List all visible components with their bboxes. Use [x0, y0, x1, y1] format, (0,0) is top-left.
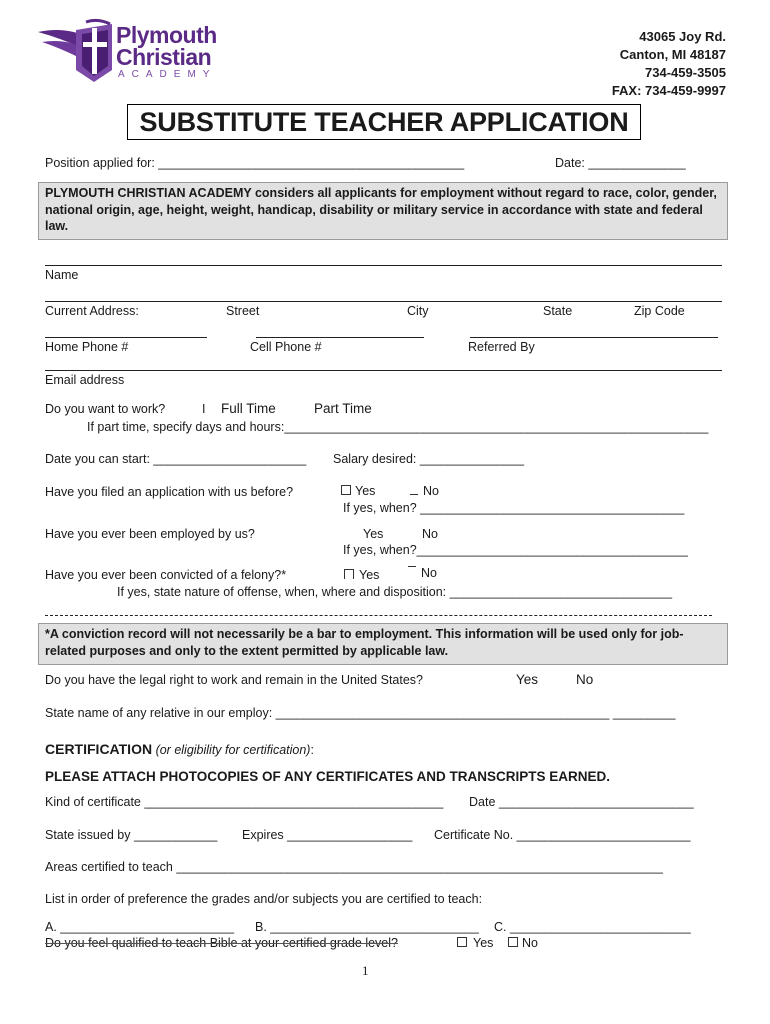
bible-yes-option[interactable] — [457, 936, 493, 950]
felony-yes-label: Yes — [359, 568, 380, 582]
part-time-detail-field[interactable]: If part time, specify days and hours:_____________________________________________________________ — [87, 420, 709, 434]
city-label: City — [407, 304, 429, 318]
bible-no-label: No — [522, 936, 538, 950]
address-city: Canton, MI 48187 — [619, 47, 726, 62]
part-time-option[interactable]: Part Time — [314, 401, 372, 416]
felony-no-label: No — [421, 566, 437, 580]
areas-certified-field[interactable]: Areas certified to teach ______________________________________________________________________ — [45, 860, 663, 874]
certification-title: CERTIFICATION — [45, 741, 153, 757]
certificate-kind-field[interactable]: Kind of certificate ___________________________________________ — [45, 795, 444, 809]
checkbox-icon — [508, 937, 518, 947]
page-number: 1 — [362, 963, 369, 978]
address-fax: FAX: 734-459-9997 — [611, 83, 726, 98]
certification-colon: : — [310, 743, 314, 757]
preference-c-field[interactable]: C. __________________________ — [494, 920, 691, 934]
current-address-label: Current Address: — [45, 304, 139, 318]
referred-by-label: Referred By — [468, 340, 535, 354]
felony-yes-option[interactable] — [344, 568, 379, 582]
checkbox-underline-icon — [410, 494, 418, 495]
employed-question: Have you ever been employed by us? — [45, 527, 255, 541]
name-label: Name — [45, 268, 79, 282]
position-field[interactable]: Position applied for: ____________________________________________ — [45, 156, 465, 170]
felony-question: Have you ever been convicted of a felony?* — [45, 568, 287, 582]
bible-question: Do you feel qualified to teach Bible at your certified grade level? — [45, 936, 398, 950]
school-logo — [36, 18, 236, 86]
salary-field[interactable]: Salary desired: _______________ — [333, 452, 525, 466]
grades-list-instruction: List in order of preference the grades and/or subjects you are certified to teach: — [45, 892, 483, 906]
eeo-notice: PLYMOUTH CHRISTIAN ACADEMY considers all applicants for employment without regard to race, color, gender, national origin, age, height, weight, handicap, disability or military service in accordance with state and federal law. — [38, 182, 728, 240]
legal-right-question: Do you have the legal right to work and remain in the United States? — [45, 673, 423, 687]
legal-right-yes-option[interactable]: Yes — [516, 672, 539, 687]
full-time-option[interactable]: Full Time — [221, 401, 276, 416]
filed-no-option[interactable] — [410, 484, 439, 498]
felony-extra-line[interactable] — [45, 615, 712, 616]
certification-subtitle: (or eligibility for certification) — [155, 743, 311, 757]
cell-phone-label: Cell Phone # — [250, 340, 322, 354]
address-line[interactable] — [45, 301, 722, 302]
address-phone: 734-459-3505 — [645, 65, 726, 80]
conviction-notice: *A conviction record will not necessarily be a bar to employment. This information will be used only for job-related purposes and only to the extent permitted by applicable law. — [38, 623, 728, 665]
cell-phone-line[interactable] — [256, 337, 424, 338]
checkbox-overline-icon — [408, 566, 416, 567]
certification-heading — [45, 741, 314, 757]
filed-yes-label: Yes — [355, 484, 376, 498]
work-question: Do you want to work? — [45, 402, 166, 416]
legal-right-no-option[interactable]: No — [576, 672, 594, 687]
school-address — [612, 28, 726, 100]
felony-detail-field[interactable]: If yes, state nature of offense, when, where and disposition: ________________________________ — [117, 585, 673, 599]
employed-yes-option[interactable]: Yes — [363, 527, 384, 541]
filed-yes-option[interactable] — [341, 484, 375, 498]
bible-yes-label: Yes — [473, 936, 494, 950]
filed-question: Have you filed an application with us before? — [45, 485, 294, 499]
logo-name-line2: Christian — [116, 44, 212, 70]
logo-name-line1: Plymouth — [116, 22, 217, 48]
bible-no-option[interactable] — [508, 936, 538, 950]
employed-when-field[interactable]: If yes, when?_______________________________________ — [343, 543, 688, 557]
preference-a-field[interactable]: A. _________________________ — [45, 920, 235, 934]
name-line[interactable] — [45, 265, 722, 266]
logo-name-line3: ACADEMY — [118, 69, 217, 80]
email-label: Email address — [45, 373, 125, 387]
page-title: SUBSTITUTE TEACHER APPLICATION — [127, 104, 641, 140]
certificate-date-field[interactable]: Date ____________________________ — [469, 795, 694, 809]
checkbox-icon — [457, 937, 467, 947]
filed-no-label: No — [423, 484, 439, 498]
street-label: Street — [226, 304, 260, 318]
state-issued-field[interactable]: State issued by ____________ — [45, 828, 218, 842]
email-line[interactable] — [45, 370, 722, 371]
referred-by-line[interactable] — [470, 337, 718, 338]
home-phone-label: Home Phone # — [45, 340, 129, 354]
preference-b-field[interactable]: B. ______________________________ — [255, 920, 479, 934]
expires-field[interactable]: Expires __________________ — [242, 828, 413, 842]
state-label: State — [543, 304, 573, 318]
employed-no-option[interactable]: No — [422, 527, 438, 541]
attach-instruction: PLEASE ATTACH PHOTOCOPIES OF ANY CERTIFICATES AND TRANSCRIPTS EARNED. — [45, 769, 611, 784]
date-field[interactable]: Date: ______________ — [555, 156, 686, 170]
filed-when-field[interactable]: If yes, when? ______________________________________ — [343, 501, 685, 515]
zip-label: Zip Code — [634, 304, 685, 318]
checkbox-icon — [341, 485, 351, 495]
felony-no-option[interactable] — [408, 566, 437, 580]
start-date-field[interactable]: Date you can start: ______________________ — [45, 452, 307, 466]
certificate-number-field[interactable]: Certificate No. _________________________ — [434, 828, 691, 842]
checkbox-icon — [344, 569, 354, 579]
relative-field[interactable]: State name of any relative in our employ: ________________________________________________ _________ — [45, 706, 676, 720]
address-street: 43065 Joy Rd. — [639, 29, 726, 44]
home-phone-line[interactable] — [45, 337, 207, 338]
work-checkbox-mark[interactable]: I — [202, 402, 206, 416]
